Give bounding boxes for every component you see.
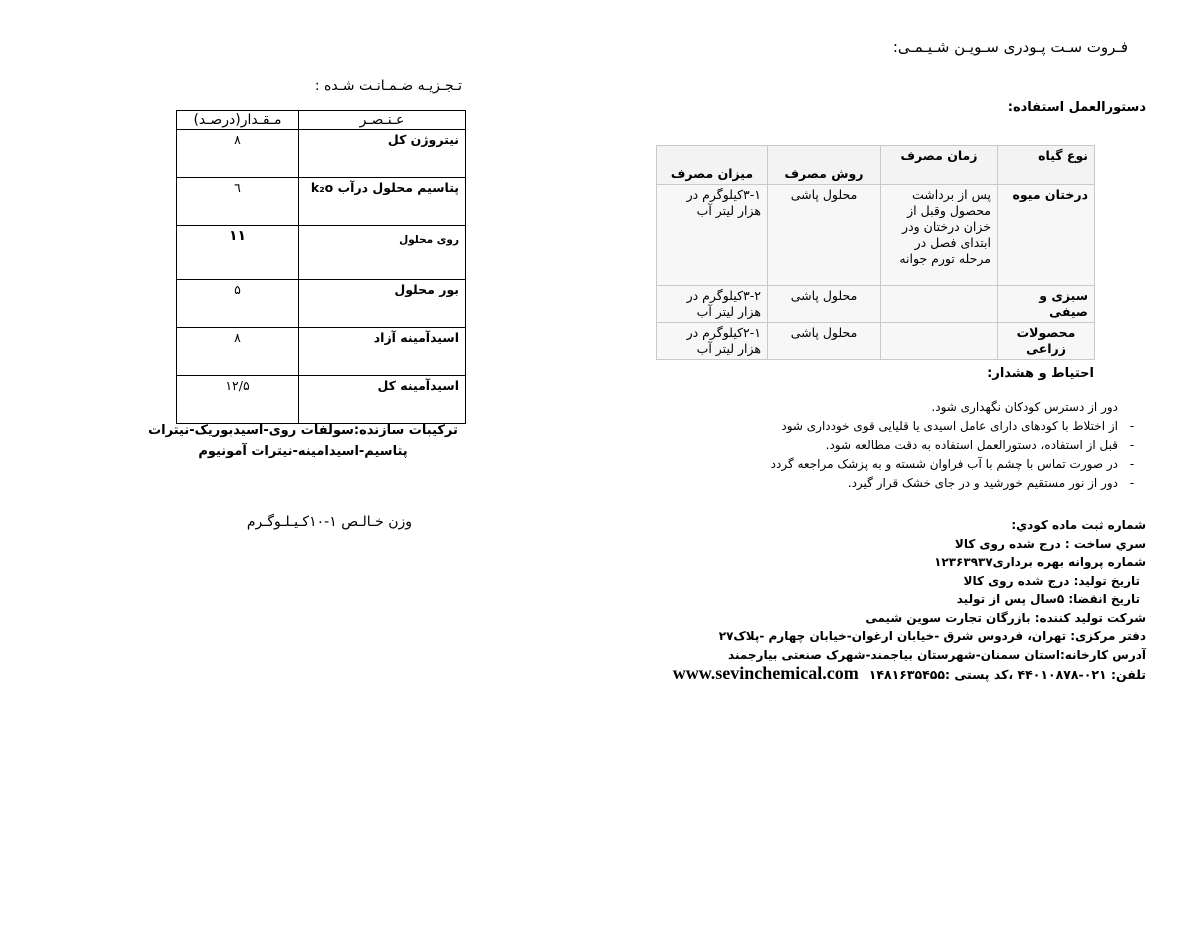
analysis-element: بور محلول bbox=[299, 280, 466, 328]
production-date: تاریخ تولید: درج شده روی کالا bbox=[963, 573, 1140, 588]
caution-item bbox=[646, 474, 1146, 493]
producer: شرکت تولید کننده: بازرگان تجارت سوین شیمی bbox=[865, 610, 1146, 625]
usage-header-time: زمان مصرف bbox=[881, 146, 998, 185]
bullet: - bbox=[1129, 438, 1135, 452]
expiry-date: تاریخ انقضا: ۵سال پس از تولید bbox=[956, 592, 1140, 606]
bullet: - bbox=[1129, 419, 1135, 433]
bullet: - bbox=[1129, 457, 1135, 471]
usage-row bbox=[657, 286, 1095, 323]
analysis-row bbox=[177, 130, 466, 178]
usage-amount: ۲-۱کیلوگرم در هزار لیتر آب bbox=[657, 323, 768, 360]
analysis-element: نیتروژن کل bbox=[299, 130, 466, 178]
composition: ترکیبات سازنده:سولفات روی-اسیدبوریک-نیترات پتاسیم-اسیدامینه-نیترات آمونیوم bbox=[148, 423, 458, 459]
usage-time: پس از برداشت محصول وقبل از خزان درختان ودر ابتدای فصل در مرحله تورم جوانه bbox=[881, 185, 998, 286]
usage-row bbox=[657, 185, 1095, 286]
caution-text: قبل از استفاده، دستورالعمل استفاده به دقت مطالعه شود. bbox=[825, 438, 1118, 452]
website-link[interactable]: www.sevinchemical.com bbox=[672, 663, 859, 683]
usage-header-amount: میزان مصرف bbox=[657, 146, 768, 185]
analysis-element: پتاسیم محلول درآب k₂o bbox=[299, 178, 466, 226]
analysis-header-row bbox=[177, 111, 466, 130]
caution-item bbox=[646, 417, 1146, 436]
caution-item bbox=[646, 455, 1146, 474]
caution-text: دور از نور مستقیم خورشید و در جای خشک قرار گیرد. bbox=[847, 476, 1118, 490]
caution-list bbox=[646, 398, 1146, 493]
product-title: فـروت سـت پـودری سـویـن شـیـمـی: bbox=[892, 38, 1128, 56]
factory-address: آدرس کارخانه:استان سمنان-شهرستان بیاجمند-شهرک صنعتی بیارجمند bbox=[728, 647, 1146, 662]
analysis-title: تـجـزیـه ضـمـانـت شـده : bbox=[314, 78, 462, 94]
usage-time bbox=[881, 323, 998, 360]
caution-text: از اختلاط با کودهای دارای عامل اسیدی یا قلیایی قوی خودداری شود bbox=[781, 419, 1118, 433]
analysis-value: ۱۲/۵ bbox=[177, 376, 299, 424]
usage-time bbox=[881, 286, 998, 323]
caution-text: دور از دسترس کودکان نگهداری شود. bbox=[931, 400, 1118, 414]
usage-plant: محصولات زراعی bbox=[998, 323, 1095, 360]
usage-method: محلول پاشی bbox=[768, 286, 881, 323]
analysis-element: اسیدآمینه آزاد bbox=[299, 328, 466, 376]
usage-table bbox=[656, 145, 1095, 360]
analysis-value: ۵ bbox=[177, 280, 299, 328]
caution-text: در صورت تماس با چشم با آب فراوان شسته و به پزشک مراجعه گردد bbox=[770, 457, 1118, 471]
analysis-value: ٦ bbox=[177, 178, 299, 226]
analysis-element: روی محلول bbox=[299, 226, 466, 280]
bullet bbox=[1118, 398, 1146, 417]
phone-postal: تلفن: ۰۲۱-۴۴۰۱۰۸۷۸ ،کد پستی :۱۴۸۱۶۳۵۴۵۵ bbox=[868, 667, 1146, 682]
analysis-header-element: عـنـصـر bbox=[299, 111, 466, 130]
analysis-row bbox=[177, 280, 466, 328]
analysis-table bbox=[176, 110, 466, 424]
usage-amount: ۳-۲کیلوگرم در هزار لیتر آب bbox=[657, 286, 768, 323]
bullet: - bbox=[1129, 476, 1135, 490]
usage-method: محلول پاشی bbox=[768, 185, 881, 286]
usage-row bbox=[657, 323, 1095, 360]
usage-title: دستورالعمل استفاده: bbox=[1007, 100, 1146, 115]
analysis-row bbox=[177, 376, 466, 424]
usage-method: محلول پاشی bbox=[768, 323, 881, 360]
caution-item bbox=[646, 436, 1146, 455]
registration-number: شماره ثبت ماده كودي: bbox=[1011, 518, 1146, 532]
caution-title: احتیاط و هشدار: bbox=[987, 366, 1094, 381]
analysis-header-amount: مـقـدار(درصـد) bbox=[177, 111, 299, 130]
analysis-row bbox=[177, 178, 466, 226]
analysis-row bbox=[177, 226, 466, 280]
office-address: دفتر مرکزی: تهران، فردوس شرق -خیابان ارغوان-خیابان چهارم -پلاک۲۷ bbox=[718, 629, 1146, 643]
usage-header-row bbox=[657, 146, 1095, 185]
contact-line bbox=[673, 664, 1146, 685]
analysis-row bbox=[177, 328, 466, 376]
analysis-value: ۱۱ bbox=[177, 226, 299, 280]
caution-item bbox=[646, 398, 1146, 417]
serial-number: سري ساخت : درج شده روی کالا bbox=[954, 536, 1146, 551]
license-number: شماره پروانه بهره برداری۱۲۳۶۳۹۳۷ bbox=[934, 555, 1146, 569]
analysis-value: ۸ bbox=[177, 328, 299, 376]
usage-plant: درختان میوه bbox=[998, 185, 1095, 286]
usage-amount: ۳-۱کیلوگرم در هزار لیتر آب bbox=[657, 185, 768, 286]
product-info bbox=[673, 516, 1146, 685]
usage-plant: سبزی و صیفی bbox=[998, 286, 1095, 323]
analysis-value: ۸ bbox=[177, 130, 299, 178]
usage-header-method: روش مصرف bbox=[768, 146, 881, 185]
net-weight: وزن خـالـص ۱-۱۰کـیـلـوگـرم bbox=[246, 514, 412, 530]
usage-header-plant: نوع گیاه bbox=[998, 146, 1095, 185]
analysis-element: اسیدآمینه کل bbox=[299, 376, 466, 424]
